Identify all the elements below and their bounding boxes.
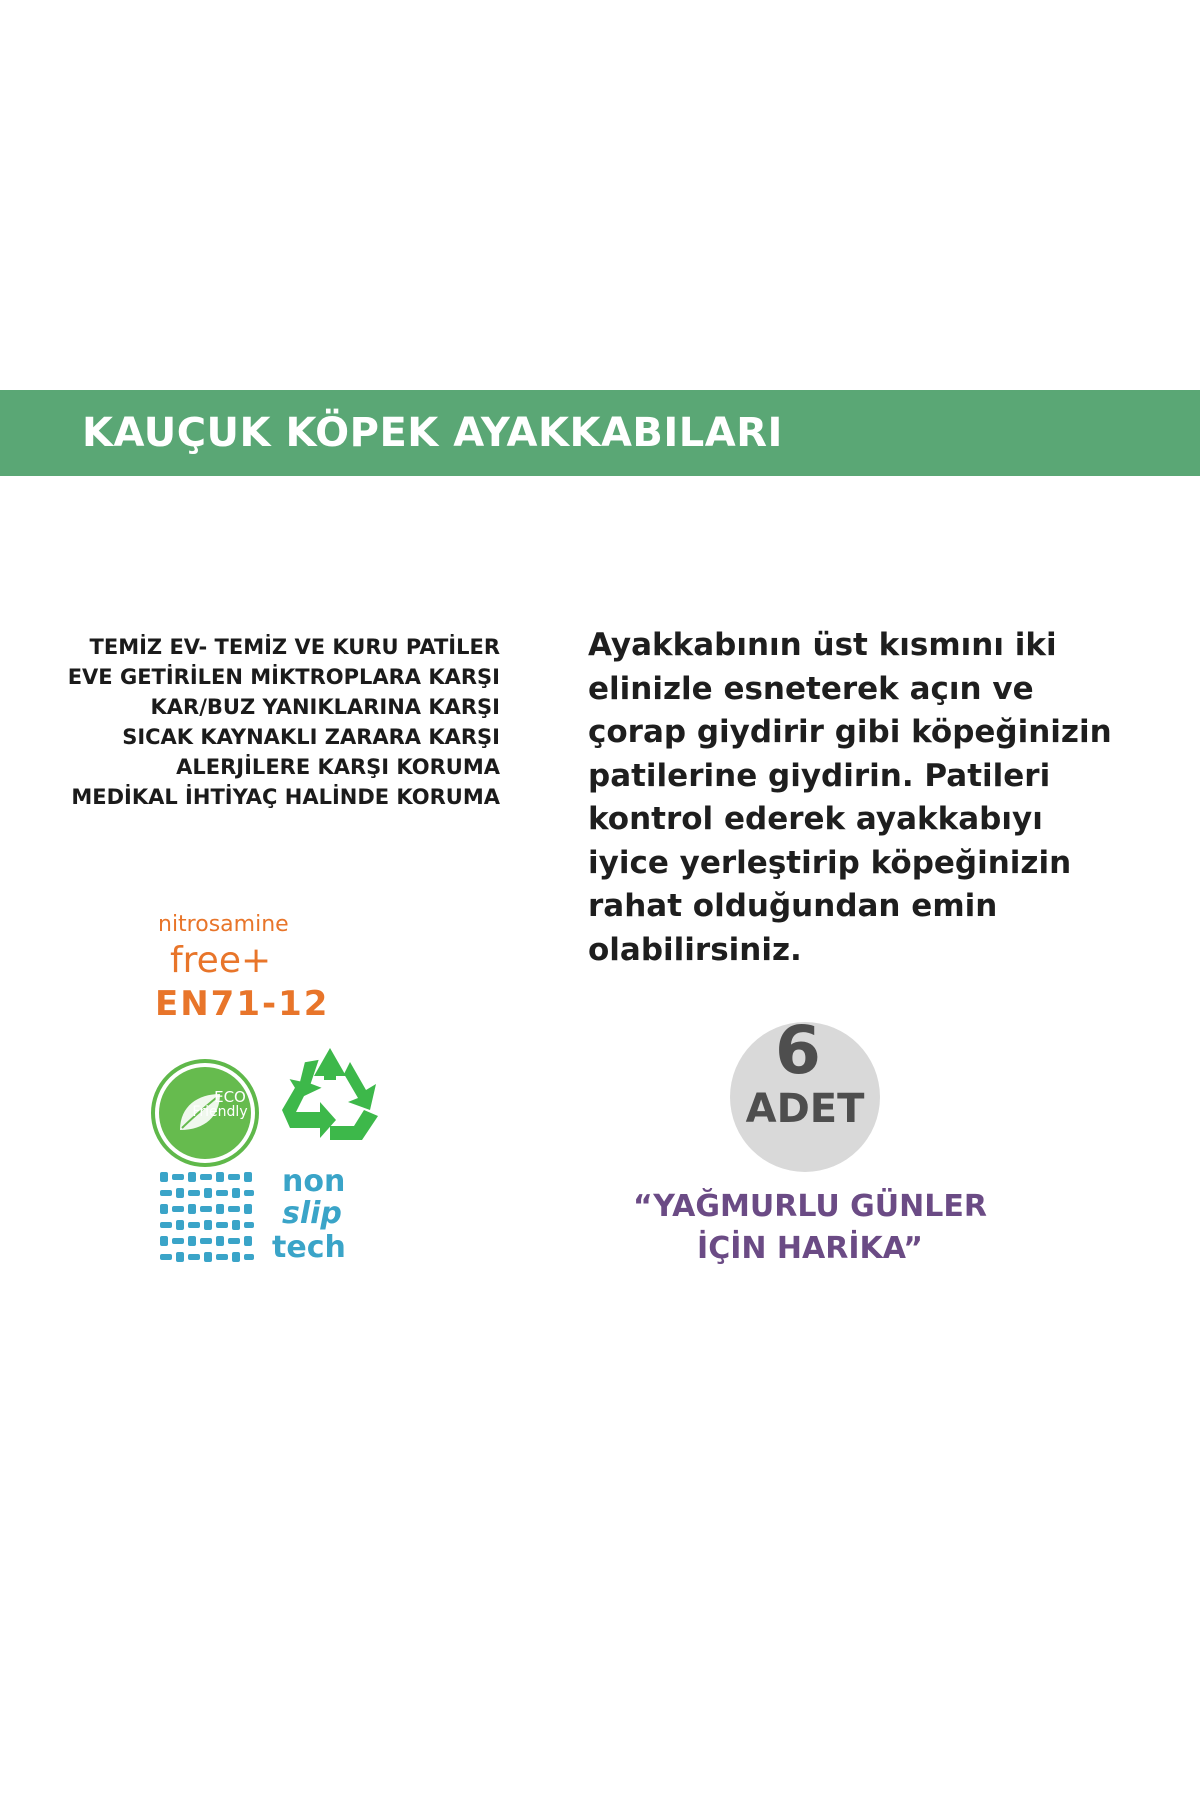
en71-label: EN71-12 (155, 984, 330, 1024)
feature-item: SICAK KAYNAKLI ZARARA KARŞI (122, 725, 500, 749)
instruction-line: olabilirsiniz. (588, 931, 802, 968)
feature-item: KAR/BUZ YANIKLARINA KARŞI (150, 695, 500, 719)
nitrosamine-label: nitrosamine (158, 912, 289, 937)
page-title: KAUÇUK KÖPEK AYAKKABILARI (82, 410, 783, 456)
feature-list (0, 632, 500, 812)
feature-item: EVE GETİRİLEN MİKTROPLARA KARŞI (67, 665, 500, 689)
feature-item: TEMİZ EV- TEMİZ VE KURU PATİLER (89, 635, 500, 659)
grip-pattern-icon (158, 1168, 258, 1268)
friendly-label: Friendly (192, 1104, 248, 1120)
instruction-line: Ayakkabının üst kısmını iki (588, 627, 1057, 663)
tech-label: tech (272, 1230, 346, 1265)
non-label: non (282, 1164, 346, 1199)
instruction-line: çorap giydirir gibi köpeğinizin (588, 714, 1112, 750)
quote-line: “YAĞMURLU GÜNLER (633, 1189, 987, 1224)
instruction-line: rahat olduğundan emin (588, 888, 998, 924)
rainy-days-quote (600, 1186, 1020, 1270)
recycle-icon (270, 1040, 390, 1150)
quote-line: İÇİN HARİKA” (697, 1231, 923, 1266)
quantity-label: ADET (745, 1086, 865, 1132)
instruction-line: patilerine giydirin. Patileri (588, 757, 1051, 794)
feature-item: MEDİKAL İHTİYAÇ HALİNDE KORUMA (71, 785, 500, 809)
instruction-line: elinizle esneterek açın ve (588, 670, 1034, 707)
eco-label: ECO (214, 1088, 246, 1106)
free-label: free+ (170, 940, 272, 981)
quantity-number: 6 (775, 1012, 821, 1089)
feature-item: ALERJİLERE KARŞI KORUMA (176, 755, 500, 779)
usage-instructions (588, 624, 1148, 972)
slip-label: slip (282, 1196, 342, 1231)
instruction-line: iyice yerleştirip köpeğinizin (588, 844, 1072, 881)
instruction-line: kontrol ederek ayakkabıyı (588, 801, 1043, 837)
